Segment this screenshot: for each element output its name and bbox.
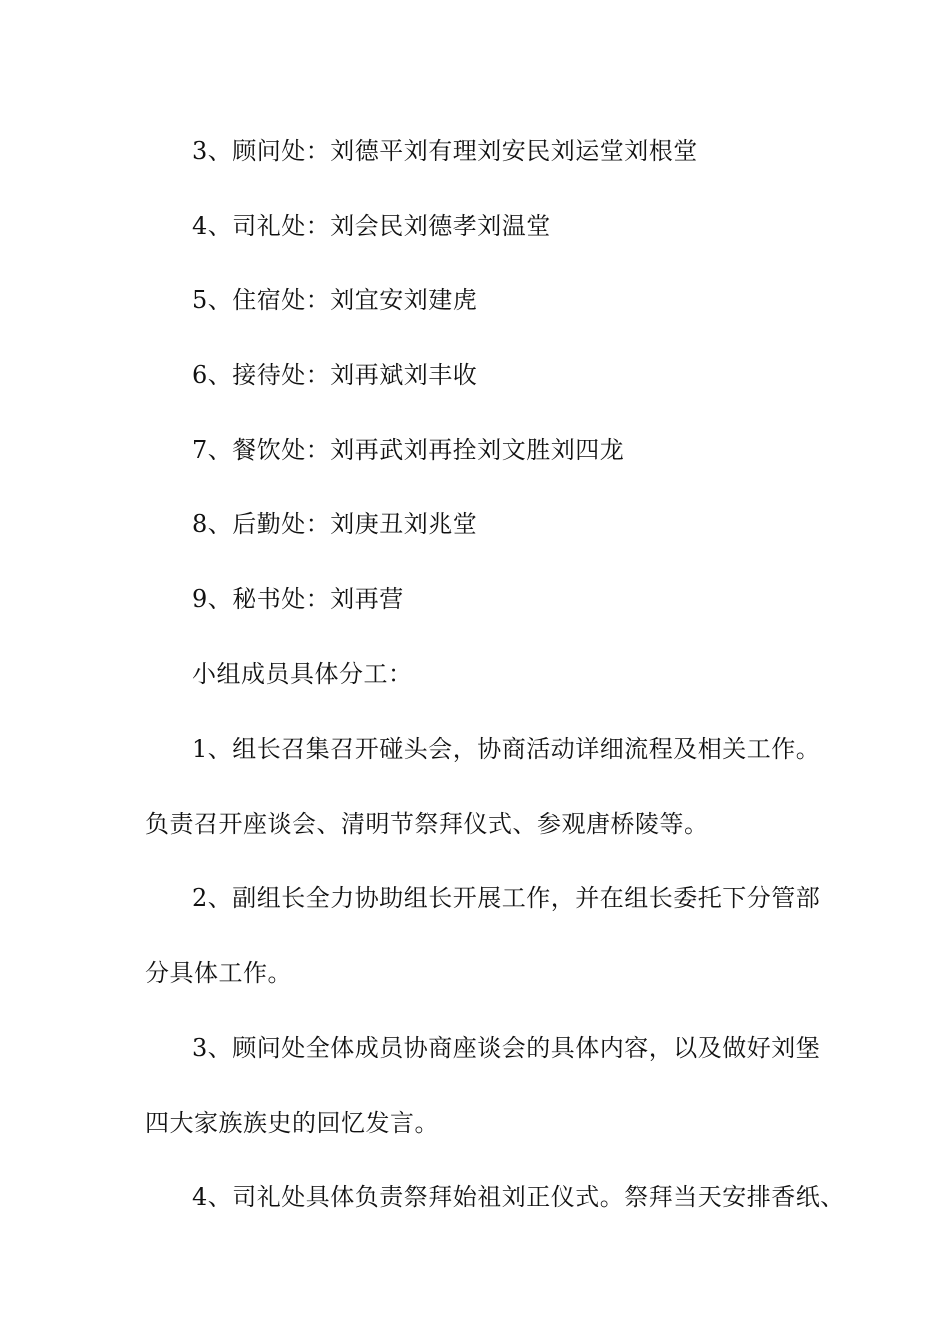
section-heading: 小组成员具体分工： [192,660,413,688]
text-line: 1、组长召集召开碰头会，协商活动详细流程及相关工作。 [192,735,821,763]
text-line: 3、顾问处全体成员协商座谈会的具体内容，以及做好刘堡 [192,1034,821,1062]
text-line: 分具体工作。 [145,959,292,987]
text-line: 四大家族族史的回忆发言。 [145,1109,439,1137]
text-line: 负责召开座谈会、清明节祭拜仪式、参观唐桥陵等。 [145,810,709,838]
text-line: 6、接待处：刘再斌刘丰收 [192,361,478,389]
text-line: 9、秘书处：刘再营 [192,585,404,613]
text-line: 4、司礼处具体负责祭拜始祖刘正仪式。祭拜当天安排香纸、 [192,1183,845,1211]
text-line: 5、住宿处：刘宜安刘建虎 [192,286,478,314]
text-line: 8、后勤处：刘庚丑刘兆堂 [192,510,478,538]
text-line: 2、副组长全力协助组长开展工作，并在组长委托下分管部 [192,884,821,912]
text-line: 4、司礼处：刘会民刘德孝刘温堂 [192,212,551,240]
text-line: 3、顾问处：刘德平刘有理刘安民刘运堂刘根堂 [192,137,698,165]
text-line: 7、餐饮处：刘再武刘再拴刘文胜刘四龙 [192,436,625,464]
